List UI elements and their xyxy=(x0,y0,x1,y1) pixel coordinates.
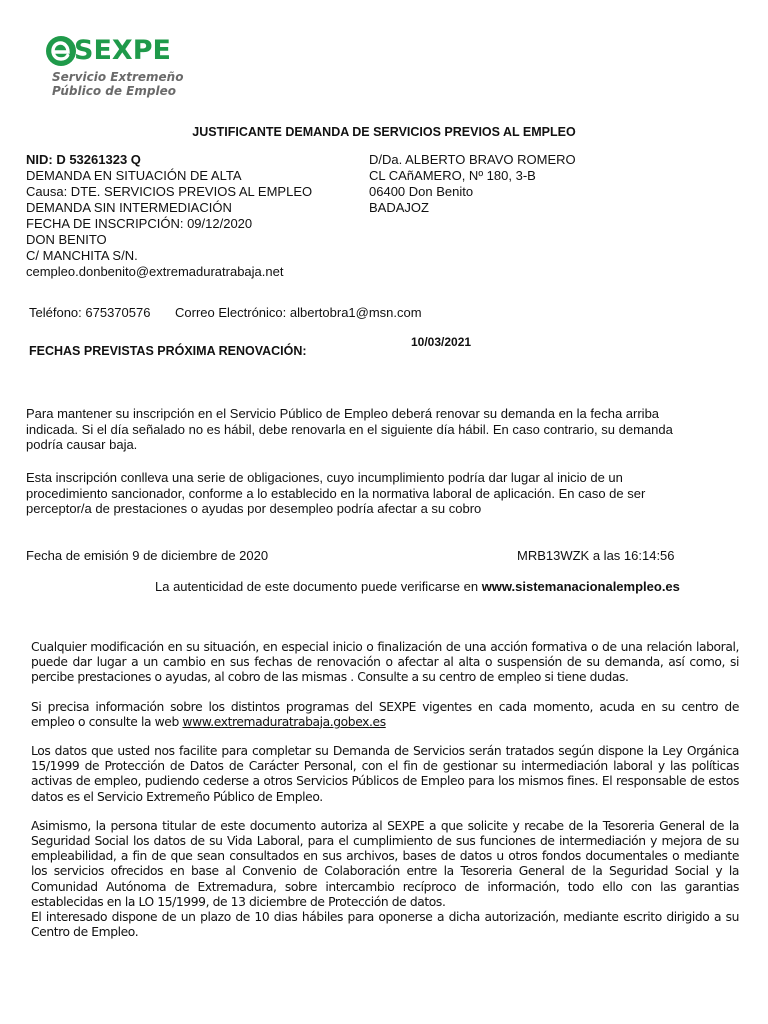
paragraph-line: procedimiento sancionador, conforme a lo establecido en la normativa laboral de aplicación. En caso de ser xyxy=(26,485,646,501)
notice-changes: Cualquier modificación en su situación, en especial inicio o finalización de una acción formativa o de una relación laboral, puede dar lugar a un cambio en sus fechas de renovación o afectar al alta o suspensión de su demanda, así como, si percibe prestaciones o ayudas, al cobro de las mismas . Consulte a su centro de empleo si tiene dudas. xyxy=(31,640,739,685)
notice-programs xyxy=(31,700,739,730)
paragraph-line: Para mantener su inscripción en el Servicio Público de Empleo deberá renovar su demanda en la fecha arriba xyxy=(26,406,660,421)
recipient-address-block xyxy=(369,152,576,216)
verification-url-link[interactable]: www.sistemanacionalempleo.es xyxy=(481,579,680,594)
notice-authorization: Asimismo, la persona titular de este documento autoriza al SEXPE a que solicite y recabe de la Tesoreria General de la Seguridad Social los datos de su Vida Laboral, para el cumplimiento de sus funciones de intermediación y mejora de su empleabilidad, a fin de que sean consultados en sus archivos, bases de datos u otros fondos documentales o mediante los servicios ofrecidos en base al Convenio de Colaboración entre la Tesoreria General de la Seguridad Social y la Comunidad Autónoma de Extremadura, sobre intercambio recíproco de información, todo ello con las garantias establecidas en la LO 15/1999, de 13 diciembre de Protección de datos. xyxy=(31,818,739,909)
sexpe-e-icon xyxy=(44,34,78,68)
logo-brand: SEXPE xyxy=(74,35,171,66)
emission-date: Fecha de emisión 9 de diciembre de 2020 xyxy=(26,548,269,563)
applicant-status-block xyxy=(26,152,312,280)
legal-notes xyxy=(31,640,739,954)
registration-date-line: FECHA DE INSCRIPCIÓN: 09/12/2020 xyxy=(26,216,253,231)
notice-data-protection: Los datos que usted nos facilite para completar su Demanda de Servicios serán tratados según dispone la Ley Orgánica 15/1999 de Protección de Datos de Carácter Personal, con el fin de gestionar su intermediación laboral y las políticas activas de empleo, pudiendo cederse a otros Servicios Públicos de Empleo para los mismos fines. El responsable de estos datos es el Servicio Extremeño Público de Empleo. xyxy=(31,744,739,804)
status-line: DEMANDA EN SITUACIÓN DE ALTA xyxy=(26,168,242,183)
office-email-line: cempleo.donbenito@extremaduratrabaja.net xyxy=(26,264,284,279)
email-line: Correo Electrónico: albertobra1@msn.com xyxy=(175,305,422,320)
paragraph-line: indicada. Si el día señalado no es hábil, debe renovarla en el siguiente día hábil. En caso contrario, su demanda xyxy=(26,421,673,437)
recipient-postal-city: 06400 Don Benito xyxy=(369,184,474,199)
obligations-paragraph xyxy=(26,470,706,517)
logo-subtitle-line2: Público de Empleo xyxy=(52,84,176,98)
recipient-province: BADAJOZ xyxy=(369,200,429,215)
recipient-street: CL CAñAMERO, Nº 180, 3-B xyxy=(369,168,536,183)
sexpe-logo xyxy=(44,34,184,100)
extremaduratrabaja-link[interactable]: www.extremaduratrabaja.gobex.es xyxy=(182,714,386,729)
renewal-label: FECHAS PREVISTAS PRÓXIMA RENOVACIÓN: xyxy=(29,344,307,358)
verification-line xyxy=(155,579,680,595)
renewal-date: 10/03/2021 xyxy=(411,335,472,349)
logo-subtitle-line1: Servicio Extremeño xyxy=(52,70,184,84)
recipient-name: D/Da. ALBERTO BRAVO ROMERO xyxy=(369,152,576,167)
document-title: JUSTIFICANTE DEMANDA DE SERVICIOS PREVIOS AL EMPLEO xyxy=(192,125,576,139)
paragraph-line: podría causar baja. xyxy=(26,437,138,452)
office-address-line: C/ MANCHITA S/N. xyxy=(26,248,138,263)
cause-line: Causa: DTE. SERVICIOS PREVIOS AL EMPLEO xyxy=(26,184,313,199)
notice-opposition: El interesado dispone de un plazo de 10 dias hábiles para oponerse a dicha autorización, mediante escrito dirigido a su Centro de Empleo. xyxy=(31,910,739,940)
intermediation-line: DEMANDA SIN INTERMEDIACIÓN xyxy=(26,200,232,215)
paragraph-line: perceptor/a de prestaciones o ayudas por desempleo podría afectar a su cobro xyxy=(26,501,482,516)
verification-text: La autenticidad de este documento puede verificarse en xyxy=(155,579,479,594)
paragraph-line: Esta inscripción conlleva una serie de obligaciones, cuyo incumplimiento podría dar lugar al inicio de un xyxy=(26,470,623,485)
notice-programs-text: Si precisa información sobre los distintos programas del SEXPE vigentes en cada momento, acuda en su centro de empleo o consulte la web xyxy=(31,699,739,729)
office-city-line: DON BENITO xyxy=(26,232,107,247)
renewal-instructions-paragraph xyxy=(26,406,706,453)
nid-line: NID: D 53261323 Q xyxy=(26,152,141,167)
emission-code: MRB13WZK a las 16:14:56 xyxy=(517,548,675,563)
phone-line: Teléfono: 675370576 xyxy=(29,305,151,320)
